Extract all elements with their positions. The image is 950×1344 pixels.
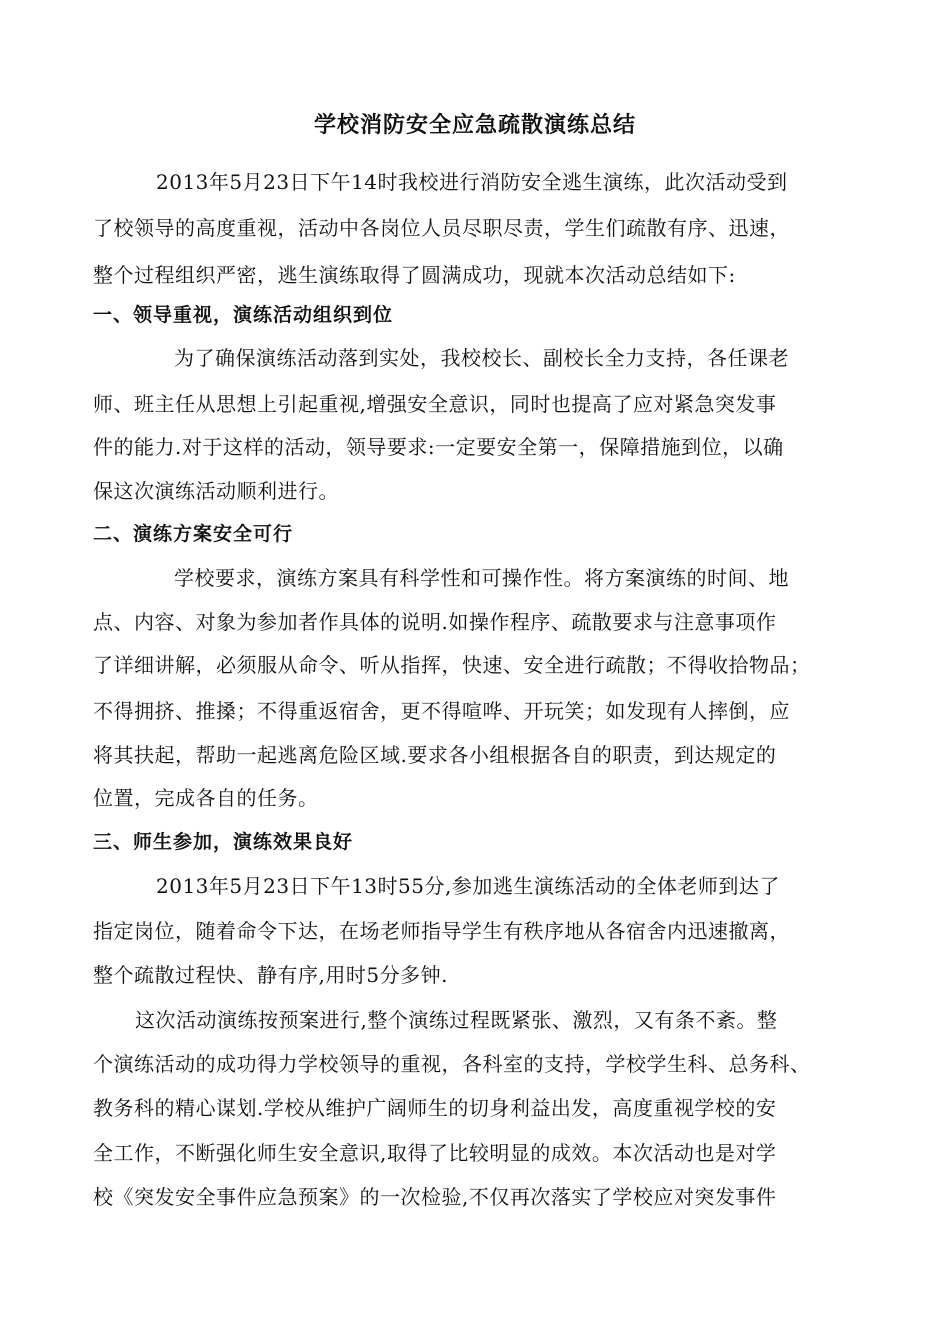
section-1-heading: 一、领导重视，演练活动组织到位 (93, 304, 394, 326)
section-1-line-1: 为了确保演练活动落到实处，我校校长、副校长全力支持，各任课老 (174, 346, 789, 370)
closing-line-2: 个演练活动的成功得力学校领导的重视，各科室的支持，学校学生科、总务科、 (93, 1052, 811, 1076)
section-2-line-4: 不得拥挤、推搡；不得重返宿舍，更不得喧哗、开玩笑；如发现有人摔倒，应 (93, 699, 790, 723)
section-3-line-1: 2013年5月23日下午13时55分,参加逃生演练活动的全体老师到达了 (156, 874, 780, 898)
intro-line-1: 2013年5月23日下午14时我校进行消防安全逃生演练，此次活动受到 (156, 170, 788, 194)
section-1-line-2: 师、班主任从思想上引起重视,增强安全意识，同时也提高了应对紧急突发事 (93, 392, 777, 416)
intro-line-2: 了校领导的高度重视，活动中各岗位人员尽职尽责，学生们疏散有序、迅速， (93, 216, 790, 240)
section-2-line-1: 学校要求，演练方案具有科学性和可操作性。将方案演练的时间、地 (174, 566, 789, 590)
section-1-line-3: 件的能力.对于这样的活动，领导要求:一定要安全第一，保障措施到位，以确 (93, 435, 784, 459)
section-3-line-3: 整个疏散过程快、静有序,用时5分多钟. (93, 963, 448, 987)
closing-line-5: 校《突发安全事件应急预案》的一次检验,不仅再次落实了学校应对突发事件 (93, 1185, 777, 1209)
section-3-line-2: 指定岗位，随着命令下达，在场老师指导学生有秩序地从各宿舍内迅速撤离， (93, 919, 790, 943)
section-1-line-4: 保这次演练活动顺利进行。 (93, 479, 339, 503)
section-2-line-3: 了详细讲解，必须服从命令、听从指挥，快速、安全进行疏散；不得收拾物品； (93, 653, 811, 677)
closing-line-4: 全工作，不断强化师生安全意识,取得了比较明显的成效。本次活动也是对学 (93, 1141, 777, 1165)
section-2-heading: 二、演练方案安全可行 (93, 523, 294, 545)
section-2-line-2: 点、内容、对象为参加者作具体的说明.如操作程序、疏散要求与注意事项作 (93, 610, 777, 634)
intro-line-3: 整个过程组织严密，逃生演练取得了圆满成功，现就本次活动总结如下: (93, 263, 736, 287)
closing-line-1: 这次活动演练按预案进行,整个演练过程既紧张、激烈，又有条不紊。整 (135, 1008, 778, 1032)
section-2-line-5: 将其扶起，帮助一起逃离危险区域.要求各小组根据各自的职责，到达规定的 (93, 743, 777, 767)
closing-line-3: 教务科的精心谋划.学校从维护广阔师生的切身利益出发，高度重视学校的安 (93, 1096, 777, 1120)
section-2-line-6: 位置，完成各自的任务。 (93, 786, 319, 810)
document-title: 学校消防安全应急疏散演练总结 (313, 113, 636, 138)
section-3-heading: 三、师生参加，演练效果良好 (93, 831, 354, 853)
